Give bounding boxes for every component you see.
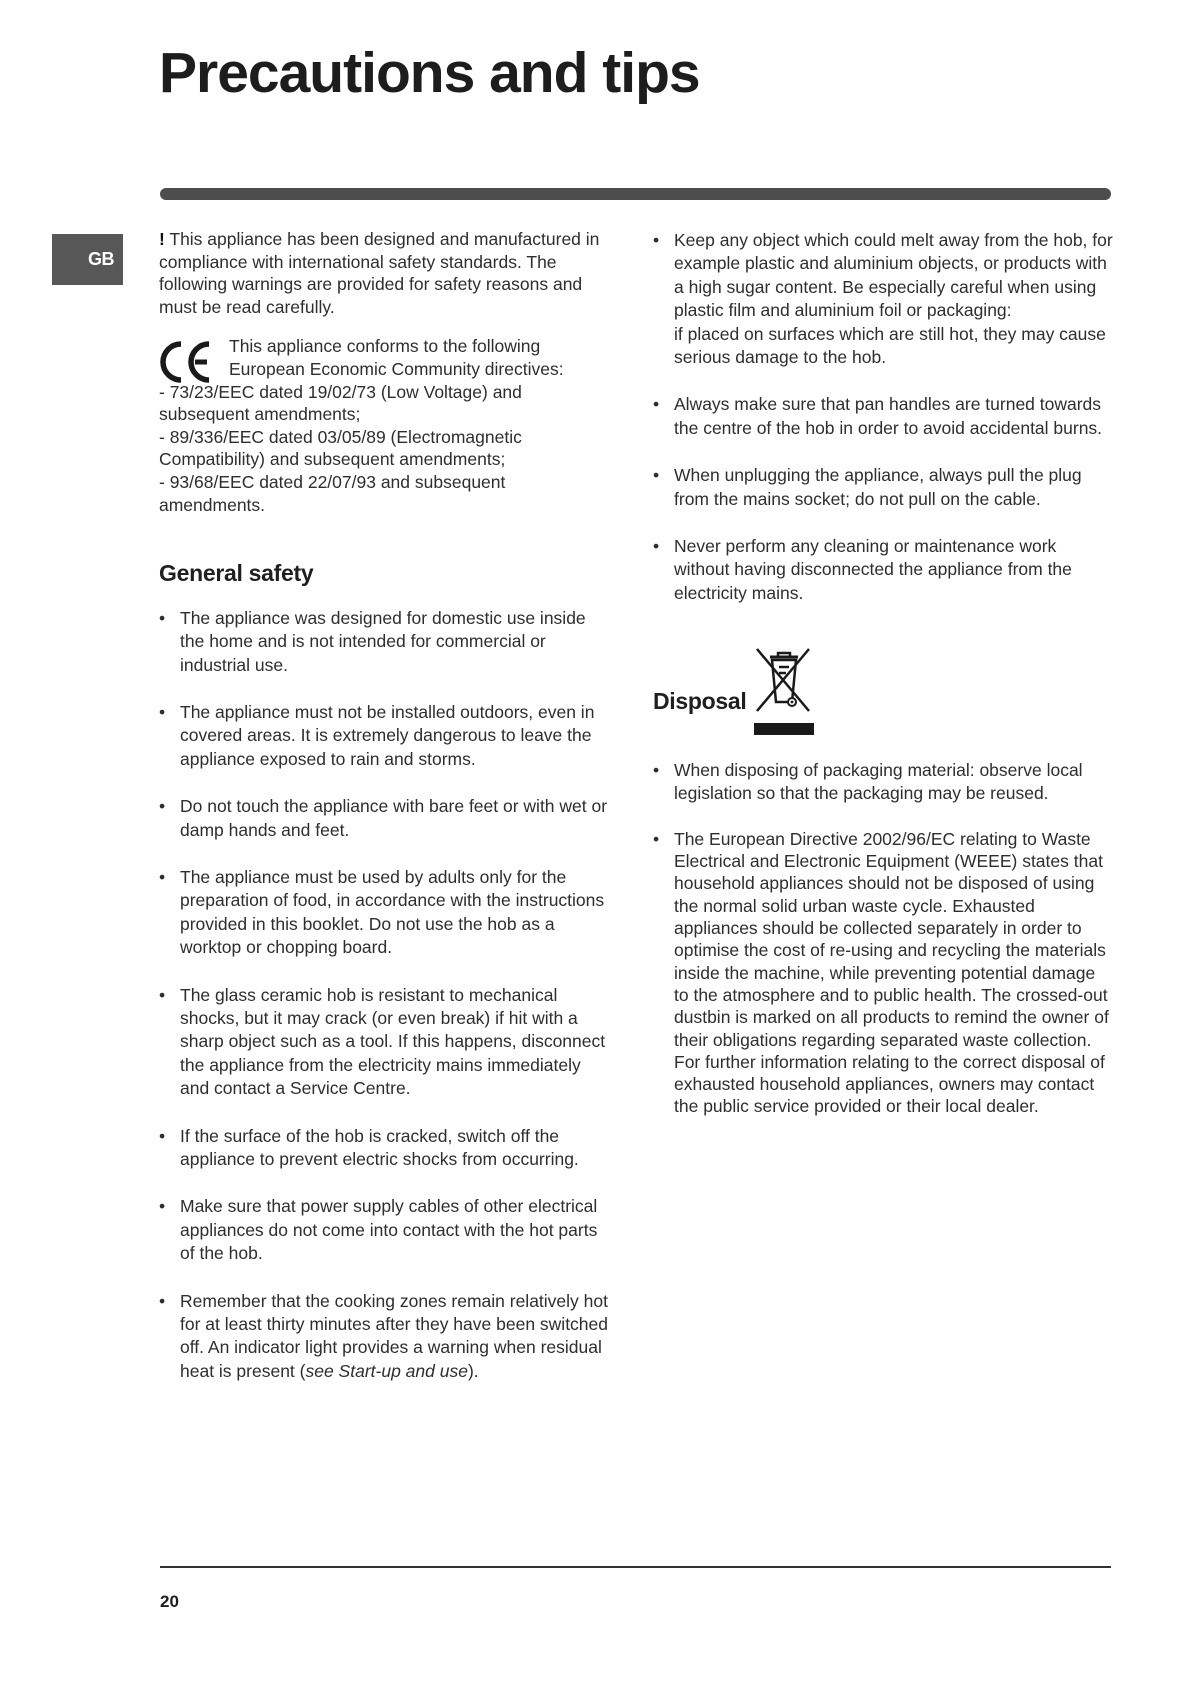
disposal-list: [653, 759, 1113, 1117]
list-item-text: • Keep any object which could melt away from the hob, for example plastic and aluminium objects, or products with a high sugar content. Be especially careful when using plastic film and aluminium foil or packaging:: [674, 230, 1113, 321]
ce-line: subsequent amendments;: [159, 404, 361, 425]
intro-paragraph: [159, 228, 611, 318]
left-column: [159, 228, 611, 1407]
ce-line: amendments.: [159, 494, 266, 515]
list-item: • When unplugging the appliance, always pull the plug from the mains socket; do not pull on the cable.: [653, 464, 1113, 511]
safety-list-continued: [653, 229, 1113, 605]
header-rule: [160, 188, 1111, 200]
list-item: • The appliance must not be installed outdoors, even in covered areas. It is extremely dangerous to leave the appliance exposed to rain and storms.: [159, 701, 611, 771]
warning-mark: !: [159, 229, 165, 249]
list-item: • If the surface of the hob is cracked, switch off the appliance to prevent electric shocks from occurring.: [159, 1125, 611, 1172]
general-safety-heading: General safety: [159, 560, 314, 587]
list-item: • Never perform any cleaning or maintenance work without having disconnected the appliance from the electricity mains.: [653, 535, 1113, 605]
ce-line: European Economic Community directives:: [229, 358, 564, 379]
right-column: [653, 229, 1113, 1142]
footer-rule: [160, 1566, 1111, 1568]
list-item: • The glass ceramic hob is resistant to mechanical shocks, but it may crack (or even break) if hit with a sharp object such as a tool. If this happens, disconnect the appliance from the electricity mains immediately and contact a Service Centre.: [159, 984, 611, 1101]
crossed-out-bin-icon: [752, 644, 816, 735]
ce-mark-icon: [159, 340, 213, 384]
list-item: • Do not touch the appliance with bare feet or with wet or damp hands and feet.: [159, 795, 611, 842]
list-item: [653, 229, 1113, 369]
ce-line: Compatibility) and subsequent amendments;: [159, 449, 506, 470]
intro-text: This appliance has been designed and manufactured in compliance with international safety standards. The following warnings are provided for safety reasons and must be read carefully.: [159, 229, 600, 317]
page-number: 20: [160, 1592, 179, 1611]
list-item: [159, 1290, 611, 1384]
list-item-text: if placed on surfaces which are still hot, they may cause serious damage to the hob.: [674, 323, 1106, 368]
list-item: • The appliance must be used by adults only for the preparation of food, in accordance with the instructions provided in this booklet. Do not use the hob as a worktop or chopping board.: [159, 866, 611, 960]
disposal-heading: Disposal: [653, 687, 747, 714]
list-item-text: For further information relating to the correct disposal of exhausted household appliances, owners may contact the public service provided or their local dealer.: [674, 1051, 1105, 1117]
ce-line: This appliance conforms to the following: [229, 336, 541, 357]
page-title: Precautions and tips: [159, 41, 700, 105]
list-item: • The appliance was designed for domestic use inside the home and is not intended for commercial or industrial use.: [159, 607, 611, 677]
list-item: • Always make sure that pan handles are turned towards the centre of the hob in order to avoid accidental burns.: [653, 393, 1113, 440]
list-item-text: ).: [467, 1360, 479, 1381]
list-item-text: Remember that the cooking zones remain relatively hot for at least thirty minutes after they have been switched off. An indicator light provides a warning when residual heat is present (: [180, 1290, 608, 1381]
ce-line: - 89/336/EEC dated 03/05/89 (Electromagnetic: [159, 426, 522, 447]
list-item: [653, 759, 1113, 804]
disposal-header: [653, 644, 1113, 735]
list-item: • Make sure that power supply cables of other electrical appliances do not come into contact with the hot parts of the hob.: [159, 1195, 611, 1265]
list-item: [653, 828, 1113, 1118]
ce-conformity-block: [159, 335, 611, 516]
ce-line: - 73/23/EEC dated 19/02/73 (Low Voltage) and: [159, 381, 522, 402]
general-safety-list: [159, 607, 611, 1384]
list-item-text: • When disposing of packaging material: observe local legislation so that the packaging may be reused.: [674, 760, 1083, 803]
language-tab: GB: [52, 234, 123, 285]
ce-line: - 93/68/EEC dated 22/07/93 and subsequent: [159, 471, 506, 492]
list-item-text: • The European Directive 2002/96/EC relating to Waste Electrical and Electronic Equipment (WEEE) states that household appliances should not be disposed of using the normal solid urban waste cycle. Exhausted appliances should be collected separately in order to optimise the cost of re-using and recycling the materials inside the machine, while preventing potential damage to the atmosphere and to public health. The crossed-out dustbin is marked on all products to remind the owner of their obligations regarding separated waste collection.: [674, 828, 1109, 1050]
cross-reference: see Start-up and use: [305, 1360, 468, 1381]
